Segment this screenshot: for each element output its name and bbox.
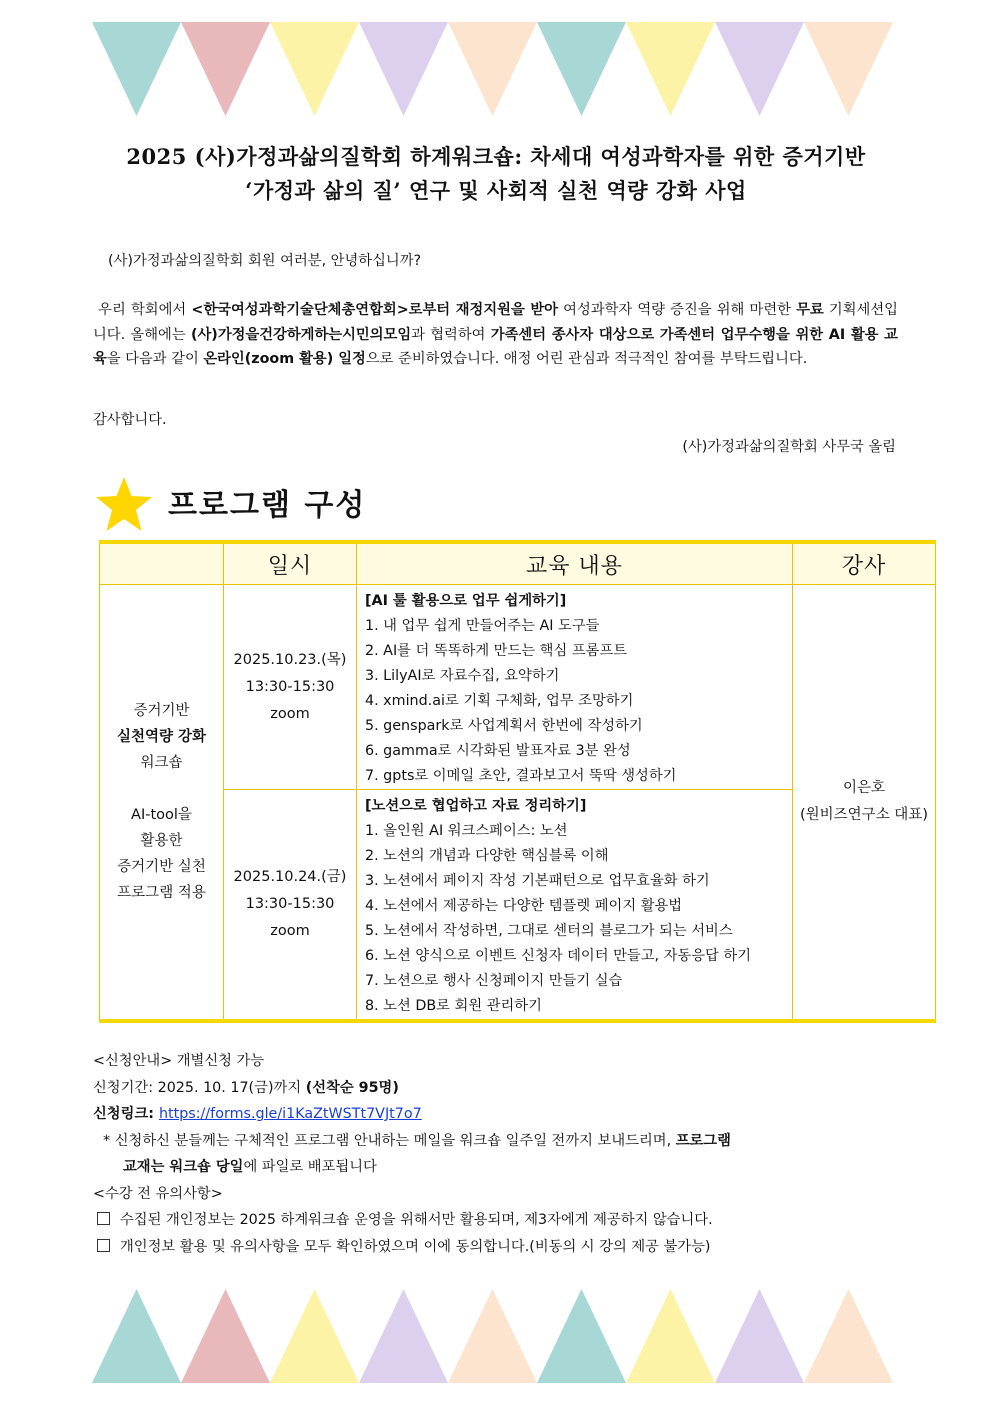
document-title — [60, 140, 932, 208]
apply-period: 신청기간: 2025. 10. 17(금)까지 (선착순 95명) — [93, 1079, 399, 1096]
thanks-text: 감사합니다. — [93, 412, 167, 428]
session-2-content-cell — [357, 790, 793, 1022]
header-category — [100, 542, 224, 585]
header-date: 일시 — [224, 542, 357, 585]
star-icon — [94, 476, 154, 532]
session-2-date-cell: 2025.10.24.(금) 13:30-15:30 zoom — [224, 790, 357, 1022]
greeting: (사)가정과삶의질학회 회원 여러분, 안녕하십니까? — [108, 253, 422, 269]
title-line-2: ‘가정과 삶의 질’ 연구 및 사회적 실천 역량 강화 사업 — [245, 178, 747, 203]
section-title: 프로그램 구성 — [168, 488, 367, 523]
signoff-text: (사)가정과삶의질학회 사무국 올림 — [682, 439, 896, 455]
consent-item-1: 수집된 개인정보는 2025 하계워크숍 운영을 위해서만 활용되며, 제3자에게 제공하지 않습니다. — [93, 1207, 903, 1234]
top-bunting-decoration — [0, 22, 992, 118]
apply-link[interactable]: https://forms.gle/i1KaZtWSTt7VJt7o7 — [158, 1106, 422, 1122]
list-item: 8. 노션 DB로 회원 관리하기 — [365, 998, 542, 1014]
list-item: 4. xmind.ai로 기획 구체화, 업무 조망하기 — [365, 693, 634, 709]
list-item: 5. genspark로 사업계획서 한번에 작성하기 — [365, 718, 643, 734]
apply-info: <신청안내> 개별신청 가능 — [93, 1053, 265, 1069]
apply-note-continued: 교재는 워크숍 당일에 파일로 배포됩니다 — [123, 1159, 377, 1175]
instructor-affiliation: (원비즈연구소 대표) — [800, 807, 928, 823]
consent-item-2: 개인정보 활용 및 유의사항을 모두 확인하였으며 이에 동의합니다.(비동의 시 강의 제공 불가능) — [93, 1234, 903, 1261]
session-1-content-cell — [357, 585, 793, 790]
session-1-heading: [AI 툴 활용으로 업무 쉽게하기] — [365, 593, 567, 609]
application-notes — [93, 1048, 903, 1260]
list-item: 1. 내 업무 쉽게 만들어주는 AI 도구들 — [365, 618, 600, 634]
bottom-bunting-decoration — [0, 1289, 992, 1385]
title-line-1: 2025 (사)가정과삶의질학회 하계워크숍: 차세대 여성과학자를 위한 증거기반 — [126, 144, 866, 169]
apply-note: * 신청하신 분들께는 구체적인 프로그램 안내하는 메일을 워크숍 일주일 전까지 보내드리며, 프로그램 — [103, 1132, 731, 1149]
intro-paragraph: 우리 학회에서 <한국여성과학기술단체총연합회>로부터 재정지원을 받아 여성과학자 역량 증진을 위해 마련한 무료 기획세션입니다. 올해에는 (사)가정을건강하게하는시민의모임과 협력하여 가족센터 종사자 대상으로 가족센터 업무수행을 위한 AI 활용 교육을 다음과 같이 온라인(zoom 활용) 일정으로 준비하였습니다. 애정 어린 관심과 적극적인 참여를 부탁드립니다. — [93, 302, 898, 367]
checkbox-2[interactable] — [97, 1239, 110, 1252]
caution-title: <수강 전 유의사항> — [93, 1185, 223, 1202]
apply-link-line: 신청링크: https://forms.gle/i1KaZtWSTt7VJt7o7 — [93, 1106, 422, 1122]
list-item: 6. gamma로 시각화된 발표자료 3분 완성 — [365, 743, 631, 759]
program-table — [99, 540, 936, 1023]
session-1-date-cell: 2025.10.23.(목) 13:30-15:30 zoom — [224, 585, 357, 790]
list-item: 7. gpts로 이메일 초안, 결과보고서 뚝딱 생성하기 — [365, 768, 677, 784]
list-item: 6. 노션 양식으로 이벤트 신청자 데이터 만들고, 자동응답 하기 — [365, 948, 751, 964]
list-item: 5. 노션에서 작성하면, 그대로 센터의 블로그가 되는 서비스 — [365, 923, 733, 939]
table-row — [100, 585, 936, 790]
list-item: 3. 노션에서 페이지 작성 기본패턴으로 업무효율화 하기 — [365, 873, 710, 889]
header-instructor: 강사 — [793, 542, 936, 585]
list-item: 3. LilyAI로 자료수집, 요약하기 — [365, 668, 560, 684]
list-item: 4. 노션에서 제공하는 다양한 템플렛 페이지 활용법 — [365, 898, 683, 914]
instructor-name: 이은호 — [842, 780, 886, 796]
category-cell: 증거기반 실천역량 강화 워크숍 AI-tool을 활용한 증거기반 실천 프로그램 적용 — [100, 585, 224, 1022]
checkbox-1[interactable] — [97, 1212, 110, 1225]
list-item: 7. 노션으로 행사 신청페이지 만들기 실습 — [365, 973, 623, 989]
list-item: 2. AI를 더 똑똑하게 만드는 핵심 프롬프트 — [365, 643, 628, 659]
session-2-heading: [노션으로 협업하고 자료 정리하기] — [365, 798, 587, 814]
header-content: 교육 내용 — [357, 542, 793, 585]
instructor-cell — [793, 585, 936, 1022]
table-header-row — [100, 542, 936, 585]
list-item: 1. 올인원 AI 워크스페이스: 노션 — [365, 823, 568, 839]
list-item: 2. 노션의 개념과 다양한 핵심블록 이해 — [365, 848, 609, 864]
